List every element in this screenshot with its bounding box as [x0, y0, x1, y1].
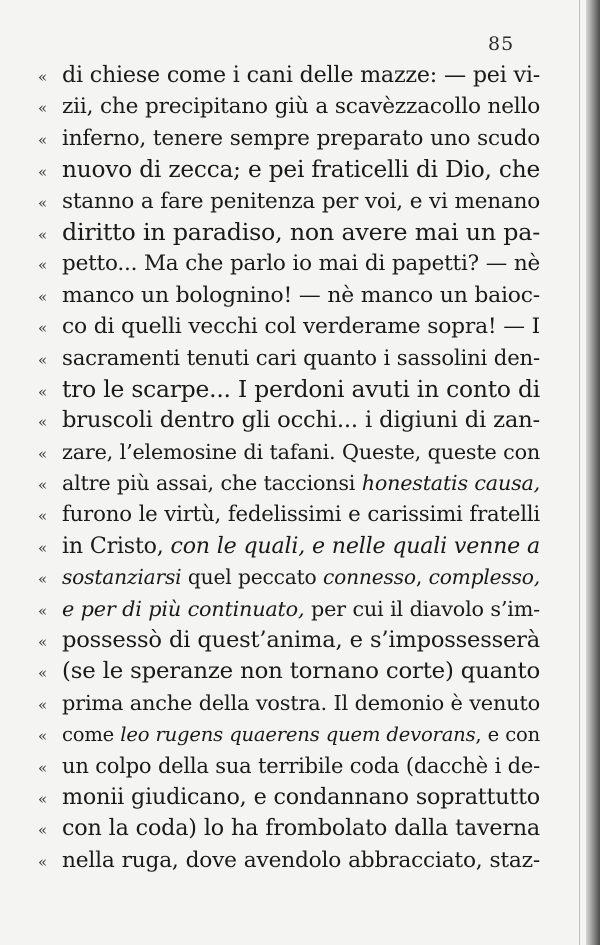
- line-text: [62, 186, 540, 217]
- text-segment: altre più assai, che taccionsi: [62, 471, 362, 496]
- text-segment: nella ruga, dove avendolo abbracciato, staz-: [62, 847, 540, 873]
- line-text: [62, 248, 540, 279]
- quote-mark: «: [38, 852, 48, 871]
- body-text: [38, 60, 540, 876]
- line-text: [62, 813, 540, 844]
- text-segment: stanno a fare penitenza per voi, e vi menano: [62, 188, 540, 214]
- quote-mark: «: [38, 664, 48, 683]
- line-text: [62, 562, 540, 593]
- quote-mark: «: [38, 287, 48, 306]
- quote-mark: «: [38, 130, 48, 149]
- line-text: [62, 688, 540, 719]
- text-line: [38, 405, 540, 436]
- text-line: [38, 625, 540, 656]
- text-line: [38, 374, 540, 405]
- text-segment: per cui il diavolo s’im-: [304, 596, 540, 621]
- text-line: [38, 782, 540, 813]
- text-segment: (se le speranze non tornano corte) quanto: [62, 658, 540, 685]
- text-segment: inferno, tenere sempre preparato uno scudo: [62, 125, 540, 151]
- text-segment: quel peccato: [181, 565, 323, 590]
- italic-segment: complesso,: [428, 565, 540, 590]
- line-text: [62, 311, 540, 342]
- line-text: [62, 719, 540, 750]
- quote-mark: «: [38, 163, 48, 182]
- text-line: [38, 123, 540, 154]
- line-text: [62, 343, 540, 374]
- quote-mark: «: [38, 476, 48, 495]
- page-number: 85: [488, 33, 515, 55]
- text-segment: un colpo della sua terribile coda (dacchè i de-: [62, 753, 540, 778]
- text-segment: co di quelli vecchi col verderame sopra! — I: [62, 314, 540, 340]
- text-line: [38, 60, 540, 91]
- text-line: [38, 751, 540, 782]
- quote-mark: «: [38, 193, 48, 212]
- line-text: [62, 437, 540, 468]
- line-text: [62, 374, 540, 405]
- line-text: [62, 405, 540, 436]
- italic-segment: honestatis causa,: [361, 471, 540, 496]
- italic-segment: connesso: [323, 565, 416, 590]
- quote-mark: «: [38, 225, 48, 244]
- text-line: [38, 688, 540, 719]
- quote-mark: «: [38, 68, 48, 86]
- text-segment: tro le scarpe... I perdoni avuti in conto di: [62, 374, 541, 403]
- text-segment: zii, che precipitano giù a scavèzzacollo nello: [62, 94, 540, 120]
- quote-mark: «: [38, 99, 48, 118]
- line-text: [62, 782, 540, 813]
- text-line: [38, 217, 540, 248]
- text-line: [38, 562, 540, 593]
- quote-mark: «: [38, 350, 48, 369]
- text-segment: manco un bolognino! — nè manco un baioc-: [62, 282, 540, 308]
- text-line: [38, 91, 540, 122]
- text-line: [38, 343, 540, 374]
- page-edge-line: [579, 0, 580, 945]
- text-segment: furono le virtù, fedelissimi e carissimi fratelli: [62, 502, 540, 528]
- line-text: [62, 499, 540, 530]
- line-text: [62, 594, 540, 625]
- line-text: [62, 280, 540, 311]
- line-text: [62, 91, 540, 122]
- line-text: [62, 60, 540, 91]
- text-segment: , e con: [475, 723, 540, 747]
- quote-mark: «: [38, 789, 48, 808]
- text-segment: come: [62, 723, 121, 747]
- text-segment: zare, l’elemosine di tafani. Queste, queste con: [62, 439, 540, 464]
- text-line: [38, 656, 540, 687]
- line-text: [62, 531, 540, 562]
- text-line: [38, 311, 540, 342]
- quote-mark: «: [38, 538, 48, 557]
- text-line: [38, 437, 540, 468]
- book-spine-shadow: [586, 0, 600, 945]
- italic-segment: sostanziarsi: [62, 565, 182, 590]
- line-text: [62, 656, 540, 687]
- line-text: [62, 468, 540, 499]
- text-line: [38, 280, 540, 311]
- line-text: [62, 845, 540, 876]
- text-segment: prima anche della vostra. Il demonio è venuto: [62, 690, 540, 715]
- text-segment: sacramenti tenuti cari quanto i sassolini den-: [62, 345, 540, 371]
- line-text: [62, 751, 540, 782]
- text-line: [38, 154, 540, 185]
- italic-segment: con le quali, e nelle quali venne a: [170, 532, 540, 559]
- italic-segment: e per di più continuato,: [62, 596, 305, 621]
- quote-mark: «: [38, 601, 48, 620]
- quote-mark: «: [38, 570, 48, 589]
- text-segment: possessò di quest’anima, e s’impossesserà: [62, 627, 540, 654]
- quote-mark: «: [38, 507, 48, 526]
- line-text: [62, 217, 540, 248]
- text-segment: bruscoli dentro gli occhi... i digiuni di zan-: [62, 407, 540, 434]
- italic-segment: leo rugens quaerens quem devorans: [120, 723, 476, 747]
- quote-mark: «: [38, 695, 48, 714]
- quote-mark: «: [38, 319, 48, 338]
- text-segment: nuovo di zecca; e pei fraticelli di Dio, che: [62, 156, 540, 184]
- text-line: [38, 813, 540, 844]
- quote-mark: «: [38, 727, 48, 746]
- text-line: [38, 594, 540, 625]
- line-text: [62, 625, 540, 656]
- quote-mark: «: [38, 821, 48, 840]
- quote-mark: «: [38, 758, 48, 777]
- text-segment: in Cristo,: [62, 532, 171, 559]
- text-segment: ,: [415, 565, 429, 590]
- text-segment: petto... Ma che parlo io mai di papetti? — nè: [62, 251, 540, 277]
- text-segment: con la coda) lo ha frombolato dalla taverna: [62, 815, 540, 842]
- text-line: [38, 468, 540, 499]
- text-segment: diritto in paradiso, non avere mai un pa-: [62, 217, 540, 246]
- text-segment: monii giudicano, e condannano soprattutto: [62, 783, 540, 810]
- text-line: [38, 531, 540, 562]
- line-text: [62, 123, 540, 154]
- line-text: [62, 154, 540, 185]
- text-line: [38, 186, 540, 217]
- quote-mark: «: [38, 633, 48, 652]
- text-line: [38, 719, 540, 750]
- text-line: [38, 499, 540, 530]
- quote-mark: «: [38, 382, 48, 401]
- text-line: [38, 248, 540, 279]
- quote-mark: «: [38, 413, 48, 432]
- quote-mark: «: [38, 444, 48, 463]
- text-line: [38, 845, 540, 876]
- quote-mark: «: [38, 256, 48, 275]
- text-segment: di chiese come i cani delle mazze: — pei vi-: [62, 62, 540, 88]
